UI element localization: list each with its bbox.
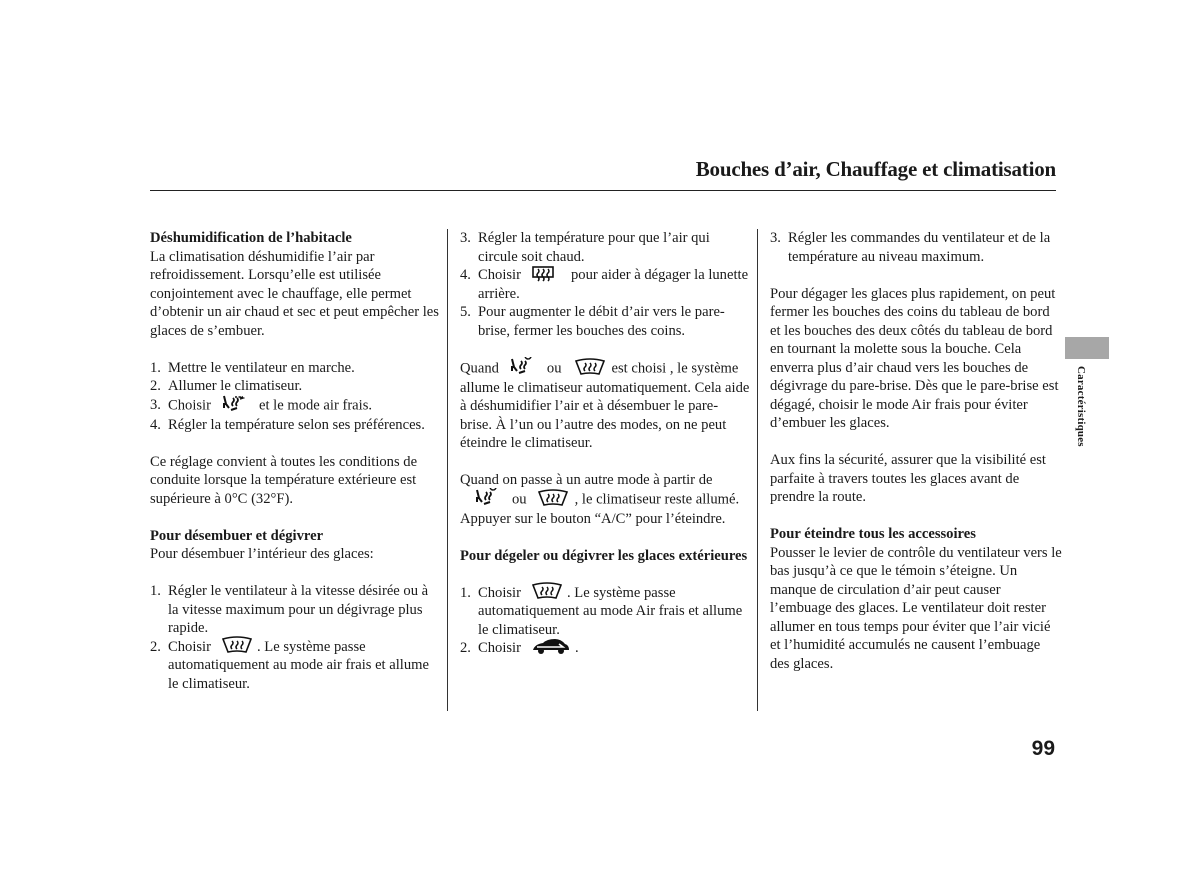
title-rule [150,190,1056,191]
floor-defrost-icon [509,357,533,377]
list-item: 3. Régler la température pour que l’air qui circule soit chaud. [460,230,710,265]
steps-list [150,582,440,693]
section-tab-marker [1065,337,1109,359]
paragraph: Pour dégager les glaces plus rapidement, on peut fermer les bouches des coins du tableau de bord et les bouches des deux côtés du tableau de bord en tournant la molette sous la bouche. Cela enverra plus d’air chaud vers les bouches de dégivrage du pare-brise. Dès que le pare-brise est dégagé, choisir le mode Air frais pour éviter d’embuer les glaces. [770,285,1059,431]
steps-list [770,229,1062,266]
windshield-defrost-icon [537,489,569,507]
fresh-air-icon [531,638,571,656]
list-item: 1. Mettre le ventilateur en marche. [150,359,355,376]
column-divider [447,229,448,711]
column-2 [460,229,750,676]
steps-list [150,359,440,435]
list-item: 4. Choisir pour aider à dégager la lunette arrière. [460,266,750,303]
section-heading: Pour dégeler ou dégivrer les glaces extérieures [460,547,748,564]
side-section-label: Caractéristiques [1075,366,1087,447]
windshield-defrost-icon [221,636,253,654]
page-number: 99 [1031,737,1055,760]
steps-list [460,229,750,340]
paragraph: Ce réglage convient à toutes les conditions de conduite lorsque la température extérieure est supérieure à 0°C (32°F). [150,453,418,507]
page-title: Bouches d’air, Chauffage et climatisation [695,157,1056,181]
list-item: 1. Choisir . Le système passe automatiquement au mode Air frais et allume le climatiseur. [460,584,750,640]
paragraph: Pousser le levier de contrôle du ventilateur vers le bas jusqu’à ce que le témoin s’éteigne. Un manque de circulation d’air peut causer l’embuage des glaces. Le ventilateur doit rester allumer en tous temps pour éviter que l’air vicié et l’humidité accumulés ne causent l’embuage des glaces. [770,544,1062,672]
list-item: 5. Pour augmenter le débit d’air vers le pare-brise, fermer les bouches des coins. [460,304,725,339]
section-heading: Pour désembuer et dégivrer [150,527,324,544]
paragraph: Pour désembuer l’intérieur des glaces: [150,546,374,562]
steps-list [460,584,750,658]
section-heading: Déshumidification de l’habitacle [150,230,352,246]
floor-defrost-icon [474,488,498,508]
list-item: 1. Régler le ventilateur à la vitesse désirée ou à la vitesse maximum pour un dégivrage plus rapide. [150,583,429,636]
column-1 [150,229,440,712]
section-heading: Pour éteindre tous les accessoires [770,526,976,542]
paragraph: Quand on passe à un autre mode à partir de ou , le climatiseur reste allumé. Appuyer sur le bouton “A/C” pour l’éteindre. [460,472,740,527]
list-item: 3. Choisir et le mode air frais. [150,396,440,416]
windshield-defrost-icon [531,582,563,600]
column-divider [757,229,758,711]
list-item: 2. Choisir . [460,639,750,658]
list-item: 2. Allumer le climatiseur. [150,378,303,394]
paragraph: La climatisation déshumidifie l’air par refroidissement. Lorsqu’elle est utilisée conjointement avec le chauffage, elle permet d’obtenir un air chaud et sec et peut empêcher les glaces de s’embuer. [150,248,439,339]
rear-defrost-icon [531,265,555,283]
column-3 [770,229,1062,692]
list-item: 4. Régler la température selon ses préférences. [150,416,425,433]
list-item: 2. Choisir . Le système passe automatiquement au mode air frais et allume le climatiseur. [150,638,440,694]
paragraph: Aux fins la sécurité, assurer que la visibilité est parfaite à travers toutes les glaces avant de prendre la route. [770,452,1046,505]
floor-defrost-icon [221,394,245,414]
list-item: 3. Régler les commandes du ventilateur et de la température au niveau maximum. [770,230,1051,265]
paragraph: Quand ou est choisi , le système allume le climatiseur automatiquement. Cela aide à déshumidifier l’air et à désembuer le pare-brise. À l’un ou l’autre des modes, on ne peut éteindre le climatiseur. [460,359,750,453]
windshield-defrost-icon [574,358,606,376]
